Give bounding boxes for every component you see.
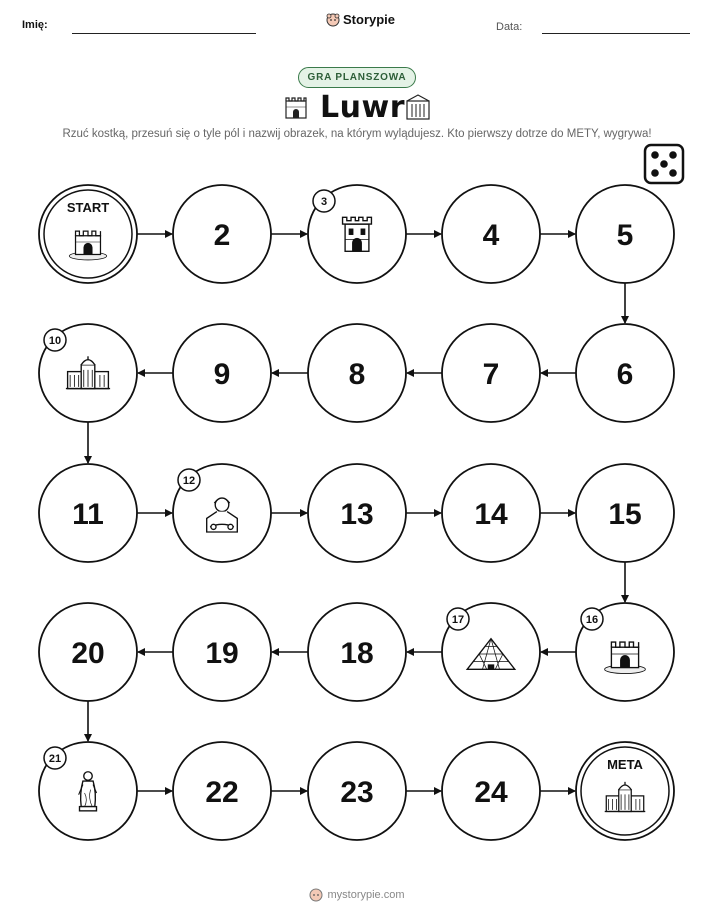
space-number: 23: [340, 776, 374, 809]
start-space[interactable]: [39, 185, 137, 283]
instructions: Rzuć kostką, przesuń się o tyle pól i nazwij obrazek, na którym wylądujesz. Kto pierwszy dotrze do METY, wygrywa!: [62, 128, 652, 140]
space-number: 18: [340, 637, 374, 670]
board-space-13[interactable]: [308, 464, 406, 562]
footer-url[interactable]: mystorypie.com: [327, 889, 405, 901]
space-number-small: 3: [320, 196, 328, 208]
board-space-21[interactable]: [39, 742, 137, 840]
space-number: 4: [482, 219, 500, 252]
board-space-8[interactable]: [308, 324, 406, 422]
space-number-small: 12: [182, 475, 196, 487]
board-space-20[interactable]: [39, 603, 137, 701]
space-number-small: 21: [48, 753, 62, 765]
board-space-17[interactable]: [442, 603, 540, 701]
space-number: 14: [474, 498, 508, 531]
board-space-14[interactable]: [442, 464, 540, 562]
board-space-15[interactable]: [576, 464, 674, 562]
board-space-7[interactable]: [442, 324, 540, 422]
brand-name: Storypie: [343, 12, 396, 27]
board-space-23[interactable]: [308, 742, 406, 840]
board-space-18[interactable]: [308, 603, 406, 701]
space-number: 9: [213, 358, 231, 391]
board-space-19[interactable]: [173, 603, 271, 701]
board-space-5[interactable]: [576, 185, 674, 283]
tower-icon: [343, 217, 372, 251]
space-number: 22: [205, 776, 239, 809]
space-number: 11: [72, 498, 104, 531]
board-space-11[interactable]: [39, 464, 137, 562]
space-number: 6: [616, 358, 634, 391]
finish-space[interactable]: [576, 742, 674, 840]
board-space-4[interactable]: [442, 185, 540, 283]
space-number: 7: [482, 358, 500, 391]
storypie-logo-icon: [309, 888, 323, 902]
board-space-6[interactable]: [576, 324, 674, 422]
board-space-10[interactable]: [39, 324, 137, 422]
start-label: START: [66, 200, 110, 215]
space-number: 20: [71, 637, 105, 670]
page-title: Luwr: [320, 90, 405, 125]
board-space-22[interactable]: [173, 742, 271, 840]
board-space-16[interactable]: [576, 603, 674, 701]
board-space-3[interactable]: [308, 185, 406, 283]
space-number: 24: [474, 776, 508, 809]
name-label: Imię:: [22, 19, 48, 31]
space-number: 8: [348, 358, 366, 391]
finish-label: META: [607, 757, 643, 772]
space-number-small: 10: [48, 335, 62, 347]
date-label: Data:: [496, 21, 523, 33]
space-number: 15: [608, 498, 642, 531]
space-number: 13: [340, 498, 374, 531]
space-number-small: 16: [585, 614, 599, 626]
space-number: 19: [205, 637, 239, 670]
board-space-2[interactable]: [173, 185, 271, 283]
board-space-9[interactable]: [173, 324, 271, 422]
board-space-12[interactable]: [173, 464, 271, 562]
game-type-badge: GRA PLANSZOWA: [298, 67, 416, 88]
space-number: 2: [213, 219, 231, 252]
footer: [0, 888, 714, 902]
board-space-24[interactable]: [442, 742, 540, 840]
space-number-small: 17: [451, 614, 465, 626]
space-number: 5: [616, 219, 634, 252]
